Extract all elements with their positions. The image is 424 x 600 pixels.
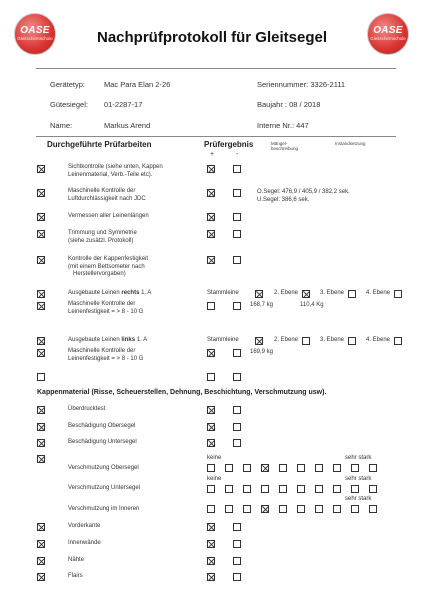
scale-box[interactable] xyxy=(369,505,377,513)
row-trimmung-label: Trimmung und Symmetrie (siehe zusätzl. Protokoll) xyxy=(68,230,137,244)
row-leinenfestigkeit-rechts-plus[interactable] xyxy=(207,302,215,310)
scale-box[interactable] xyxy=(279,485,287,493)
row-sichtkontrolle-plus[interactable] xyxy=(207,165,215,173)
geraetetyp-label: Gerätetyp: xyxy=(50,80,86,89)
ueberdrucktest-label: Überdrucktest xyxy=(68,406,106,412)
seriennummer: Seriennummer: 3326-2111 xyxy=(257,80,346,89)
row-kappenfestigkeit-checkbox[interactable] xyxy=(37,256,45,264)
rechts-ebene3-checkbox[interactable] xyxy=(348,290,356,298)
logo-text: OASE xyxy=(373,25,403,36)
scale-box[interactable] xyxy=(297,505,305,513)
row-luftdurchlaessigkeit-minus[interactable] xyxy=(233,189,241,197)
geraetetyp-value: Mac Para Elan 2-26 xyxy=(104,80,171,89)
scale-box[interactable] xyxy=(333,485,341,493)
beschaedigung-untersegel-plus[interactable] xyxy=(207,439,215,447)
scale-box[interactable] xyxy=(243,485,251,493)
scale-box[interactable] xyxy=(351,464,359,472)
rechts-stammleine-label: Stammleine xyxy=(207,290,239,296)
row-leinen-rechts-checkbox[interactable] xyxy=(37,290,45,298)
row-kappenfestigkeit-minus[interactable] xyxy=(233,256,241,264)
ueberdrucktest-minus[interactable] xyxy=(233,406,241,414)
links-ebene2-label: 2. Ebene xyxy=(274,337,299,343)
rechts-kg2: 110,4 Kg xyxy=(300,302,324,308)
scale-box[interactable] xyxy=(369,464,377,472)
row-kappenfestigkeit-plus[interactable] xyxy=(207,256,215,264)
scale-box[interactable] xyxy=(315,485,323,493)
row-leinenfestigkeit-links-plus[interactable] xyxy=(207,349,215,357)
flairs-label: Flairs xyxy=(68,573,83,579)
row-luftdurchlaessigkeit-plus[interactable] xyxy=(207,189,215,197)
links-ebene4-checkbox[interactable] xyxy=(394,337,402,345)
scale-box[interactable] xyxy=(279,505,287,513)
beschaedigung-obersegel-minus[interactable] xyxy=(233,423,241,431)
flairs-plus[interactable] xyxy=(207,573,215,581)
scale-high-label: sehr stark xyxy=(345,476,372,482)
name-label: Name: xyxy=(50,121,73,130)
scale-high-label: sehr stark xyxy=(345,455,372,461)
flairs-minus[interactable] xyxy=(233,573,241,581)
scale-box[interactable] xyxy=(333,464,341,472)
scale-box[interactable] xyxy=(333,505,341,513)
links-kg1: 169,9 kg xyxy=(250,349,274,355)
beschaedigung-untersegel-checkbox[interactable] xyxy=(37,439,45,447)
row-leinenlaengen-checkbox[interactable] xyxy=(37,213,45,221)
beschaedigung-untersegel-minus[interactable] xyxy=(233,439,241,447)
row-leinenlaengen-label: Vermessen aller Leinenlängen xyxy=(68,213,149,219)
links-stammleine-checkbox[interactable] xyxy=(255,337,263,345)
scale-box[interactable] xyxy=(279,464,287,472)
innenwaende-checkbox[interactable] xyxy=(37,540,45,548)
links-stammleine-label: Stammleine xyxy=(207,337,239,343)
rechts-ebene2-checkbox[interactable] xyxy=(302,290,310,298)
beschaedigung-obersegel-label: Beschädigung Obersegel xyxy=(68,423,136,429)
naehte-label: Nähte xyxy=(68,557,85,563)
scale-box[interactable] xyxy=(297,464,305,472)
innenwaende-label: Innenwände xyxy=(68,540,101,546)
scale-box[interactable] xyxy=(207,505,215,513)
links-ebene4-label: 4. Ebene xyxy=(366,337,391,343)
row-luftdurchlaessigkeit-label: Maschinelle Kontrolle der Luftdurchlässigkeit nach JDC xyxy=(68,188,146,202)
document-title: Nachprüfprotokoll für Gleitsegel xyxy=(96,29,328,46)
row-leinenfestigkeit-links-label: Maschinelle Kontrolle der Leinenfestigkeit = > 8 - 10 G xyxy=(68,348,144,362)
scale-box[interactable] xyxy=(225,464,233,472)
scale-box[interactable] xyxy=(261,505,269,513)
vorderkante-minus[interactable] xyxy=(233,523,241,531)
scale-box[interactable] xyxy=(207,485,215,493)
row-leinenfestigkeit-rechts-checkbox[interactable] xyxy=(37,302,45,310)
row-trimmung-plus[interactable] xyxy=(207,230,215,238)
divider xyxy=(36,136,396,137)
row-trimmung-minus[interactable] xyxy=(233,230,241,238)
minus-column: - xyxy=(236,151,239,158)
row-leinen-links-checkbox[interactable] xyxy=(37,337,45,345)
pruefergebnis-heading: Prüfergebnis xyxy=(204,140,254,149)
row-leinenfestigkeit-rechts-label: Maschinelle Kontrolle der Leinenfestigkeit = > 8 - 10 G xyxy=(68,301,144,315)
verschmutzung-untersegel-label: Verschmutzung Untersegel xyxy=(68,485,141,491)
row-trimmung-checkbox[interactable] xyxy=(37,230,45,238)
logo-subtext: Gleitschirmschule xyxy=(370,36,406,41)
row-leinen-rechts-label: Ausgebaute Leinen rechts 1. A xyxy=(68,290,152,296)
rechts-ebene2-label: 2. Ebene xyxy=(274,290,299,296)
row-sichtkontrolle-checkbox[interactable] xyxy=(37,165,45,173)
plus-column: + xyxy=(210,151,215,158)
links-ebene3-checkbox[interactable] xyxy=(348,337,356,345)
rechts-ebene3-label: 3. Ebene xyxy=(320,290,345,296)
porositaet-obersegel: O.Segel: 476,9 / 405,9 / 382,2 sek. xyxy=(257,189,350,195)
beschaedigung-obersegel-checkbox[interactable] xyxy=(37,423,45,431)
kappenmaterial-heading: Kappenmaterial (Risse, Scheuerstellen, Dehnung, Beschichtung, Verschmutzung usw). xyxy=(37,389,327,396)
logo-subtext: Gleitschirmschule xyxy=(17,36,53,41)
name-value: Markus Arend xyxy=(104,121,151,130)
scale-box[interactable] xyxy=(207,464,215,472)
ueberdrucktest-checkbox[interactable] xyxy=(37,406,45,414)
naehte-plus[interactable] xyxy=(207,557,215,565)
vorderkante-label: Vorderkante xyxy=(68,523,101,529)
maengel-heading: Mängel- beschreibung xyxy=(271,141,299,151)
innenwaende-plus[interactable] xyxy=(207,540,215,548)
rechts-stammleine-checkbox[interactable] xyxy=(255,290,263,298)
vorderkante-plus[interactable] xyxy=(207,523,215,531)
porositaet-untersegel: U.Segel: 386,6 sek. xyxy=(257,197,310,203)
row-leinenfestigkeit-rechts-minus[interactable] xyxy=(233,302,241,310)
row-luftdurchlaessigkeit-checkbox[interactable] xyxy=(37,189,45,197)
row-leinenlaengen-minus[interactable] xyxy=(233,213,241,221)
row-empty-checkbox[interactable] xyxy=(37,373,45,381)
row-kappenfestigkeit-label: Kontrolle der Kappenfestigkeit (mit einem Bettsometer nach Herstellervorgaben) xyxy=(68,256,149,277)
rechts-ebene4-label: 4. Ebene xyxy=(366,290,391,296)
verschmutzung-innen-label: Verschmutzung im Inneren xyxy=(68,506,140,512)
row-empty-minus[interactable] xyxy=(233,373,241,381)
scale-box[interactable] xyxy=(261,485,269,493)
scale-box[interactable] xyxy=(351,485,359,493)
flairs-checkbox[interactable] xyxy=(37,573,45,581)
scale-box[interactable] xyxy=(351,505,359,513)
innenwaende-minus[interactable] xyxy=(233,540,241,548)
scale-box[interactable] xyxy=(315,464,323,472)
scale-box[interactable] xyxy=(225,505,233,513)
scale-box[interactable] xyxy=(243,464,251,472)
beschaedigung-obersegel-plus[interactable] xyxy=(207,423,215,431)
scale-low-label: keine xyxy=(207,455,222,461)
ueberdrucktest-plus[interactable] xyxy=(207,406,215,414)
scale-high-label: sehr stark xyxy=(345,496,372,502)
row-leinenlaengen-plus[interactable] xyxy=(207,213,215,221)
scale-box[interactable] xyxy=(243,505,251,513)
links-ebene3-label: 3. Ebene xyxy=(320,337,345,343)
row-leinenfestigkeit-links-minus[interactable] xyxy=(233,349,241,357)
naehte-checkbox[interactable] xyxy=(37,557,45,565)
scale-box[interactable] xyxy=(297,485,305,493)
row-leinenfestigkeit-links-checkbox[interactable] xyxy=(37,349,45,357)
guetesiegel-value: 01-2287-17 xyxy=(104,100,143,109)
divider xyxy=(36,68,396,69)
scale-low-label: keine xyxy=(207,476,222,482)
rechts-kg1: 168,7 kg xyxy=(250,302,274,308)
naehte-minus[interactable] xyxy=(233,557,241,565)
baujahr: Baujahr : 08 / 2018 xyxy=(257,100,321,109)
scale-box[interactable] xyxy=(369,485,377,493)
oase-logo-right xyxy=(367,13,409,55)
scale-box[interactable] xyxy=(225,485,233,493)
logo-text: OASE xyxy=(20,25,50,36)
guetesiegel-label: Gütesiegel: xyxy=(50,100,88,109)
beschaedigung-untersegel-label: Beschädigung Untersegel xyxy=(68,439,137,445)
row-leinen-links-label: Ausgebaute Leinen links 1. A xyxy=(68,337,148,343)
scale-box[interactable] xyxy=(261,464,269,472)
interne-nr: Interne Nr.: 447 xyxy=(257,121,309,130)
verschmutzung-checkbox[interactable] xyxy=(37,455,45,463)
verschmutzung-obersegel-label: Verschmutzung Obersegel xyxy=(68,465,139,471)
rechts-ebene4-checkbox[interactable] xyxy=(394,290,402,298)
instandsetzung-heading: Instandsetzung xyxy=(335,141,366,146)
row-sichtkontrolle-label: Sichtkontrolle (siehe unten, Kappen Leinenmaterial, Verb.-Teile etc). xyxy=(68,164,163,178)
vorderkante-checkbox[interactable] xyxy=(37,523,45,531)
row-sichtkontrolle-minus[interactable] xyxy=(233,165,241,173)
links-ebene2-checkbox[interactable] xyxy=(302,337,310,345)
scale-box[interactable] xyxy=(315,505,323,513)
row-empty-plus[interactable] xyxy=(207,373,215,381)
pruefarbeiten-heading: Durchgeführte Prüfarbeiten xyxy=(47,140,152,149)
